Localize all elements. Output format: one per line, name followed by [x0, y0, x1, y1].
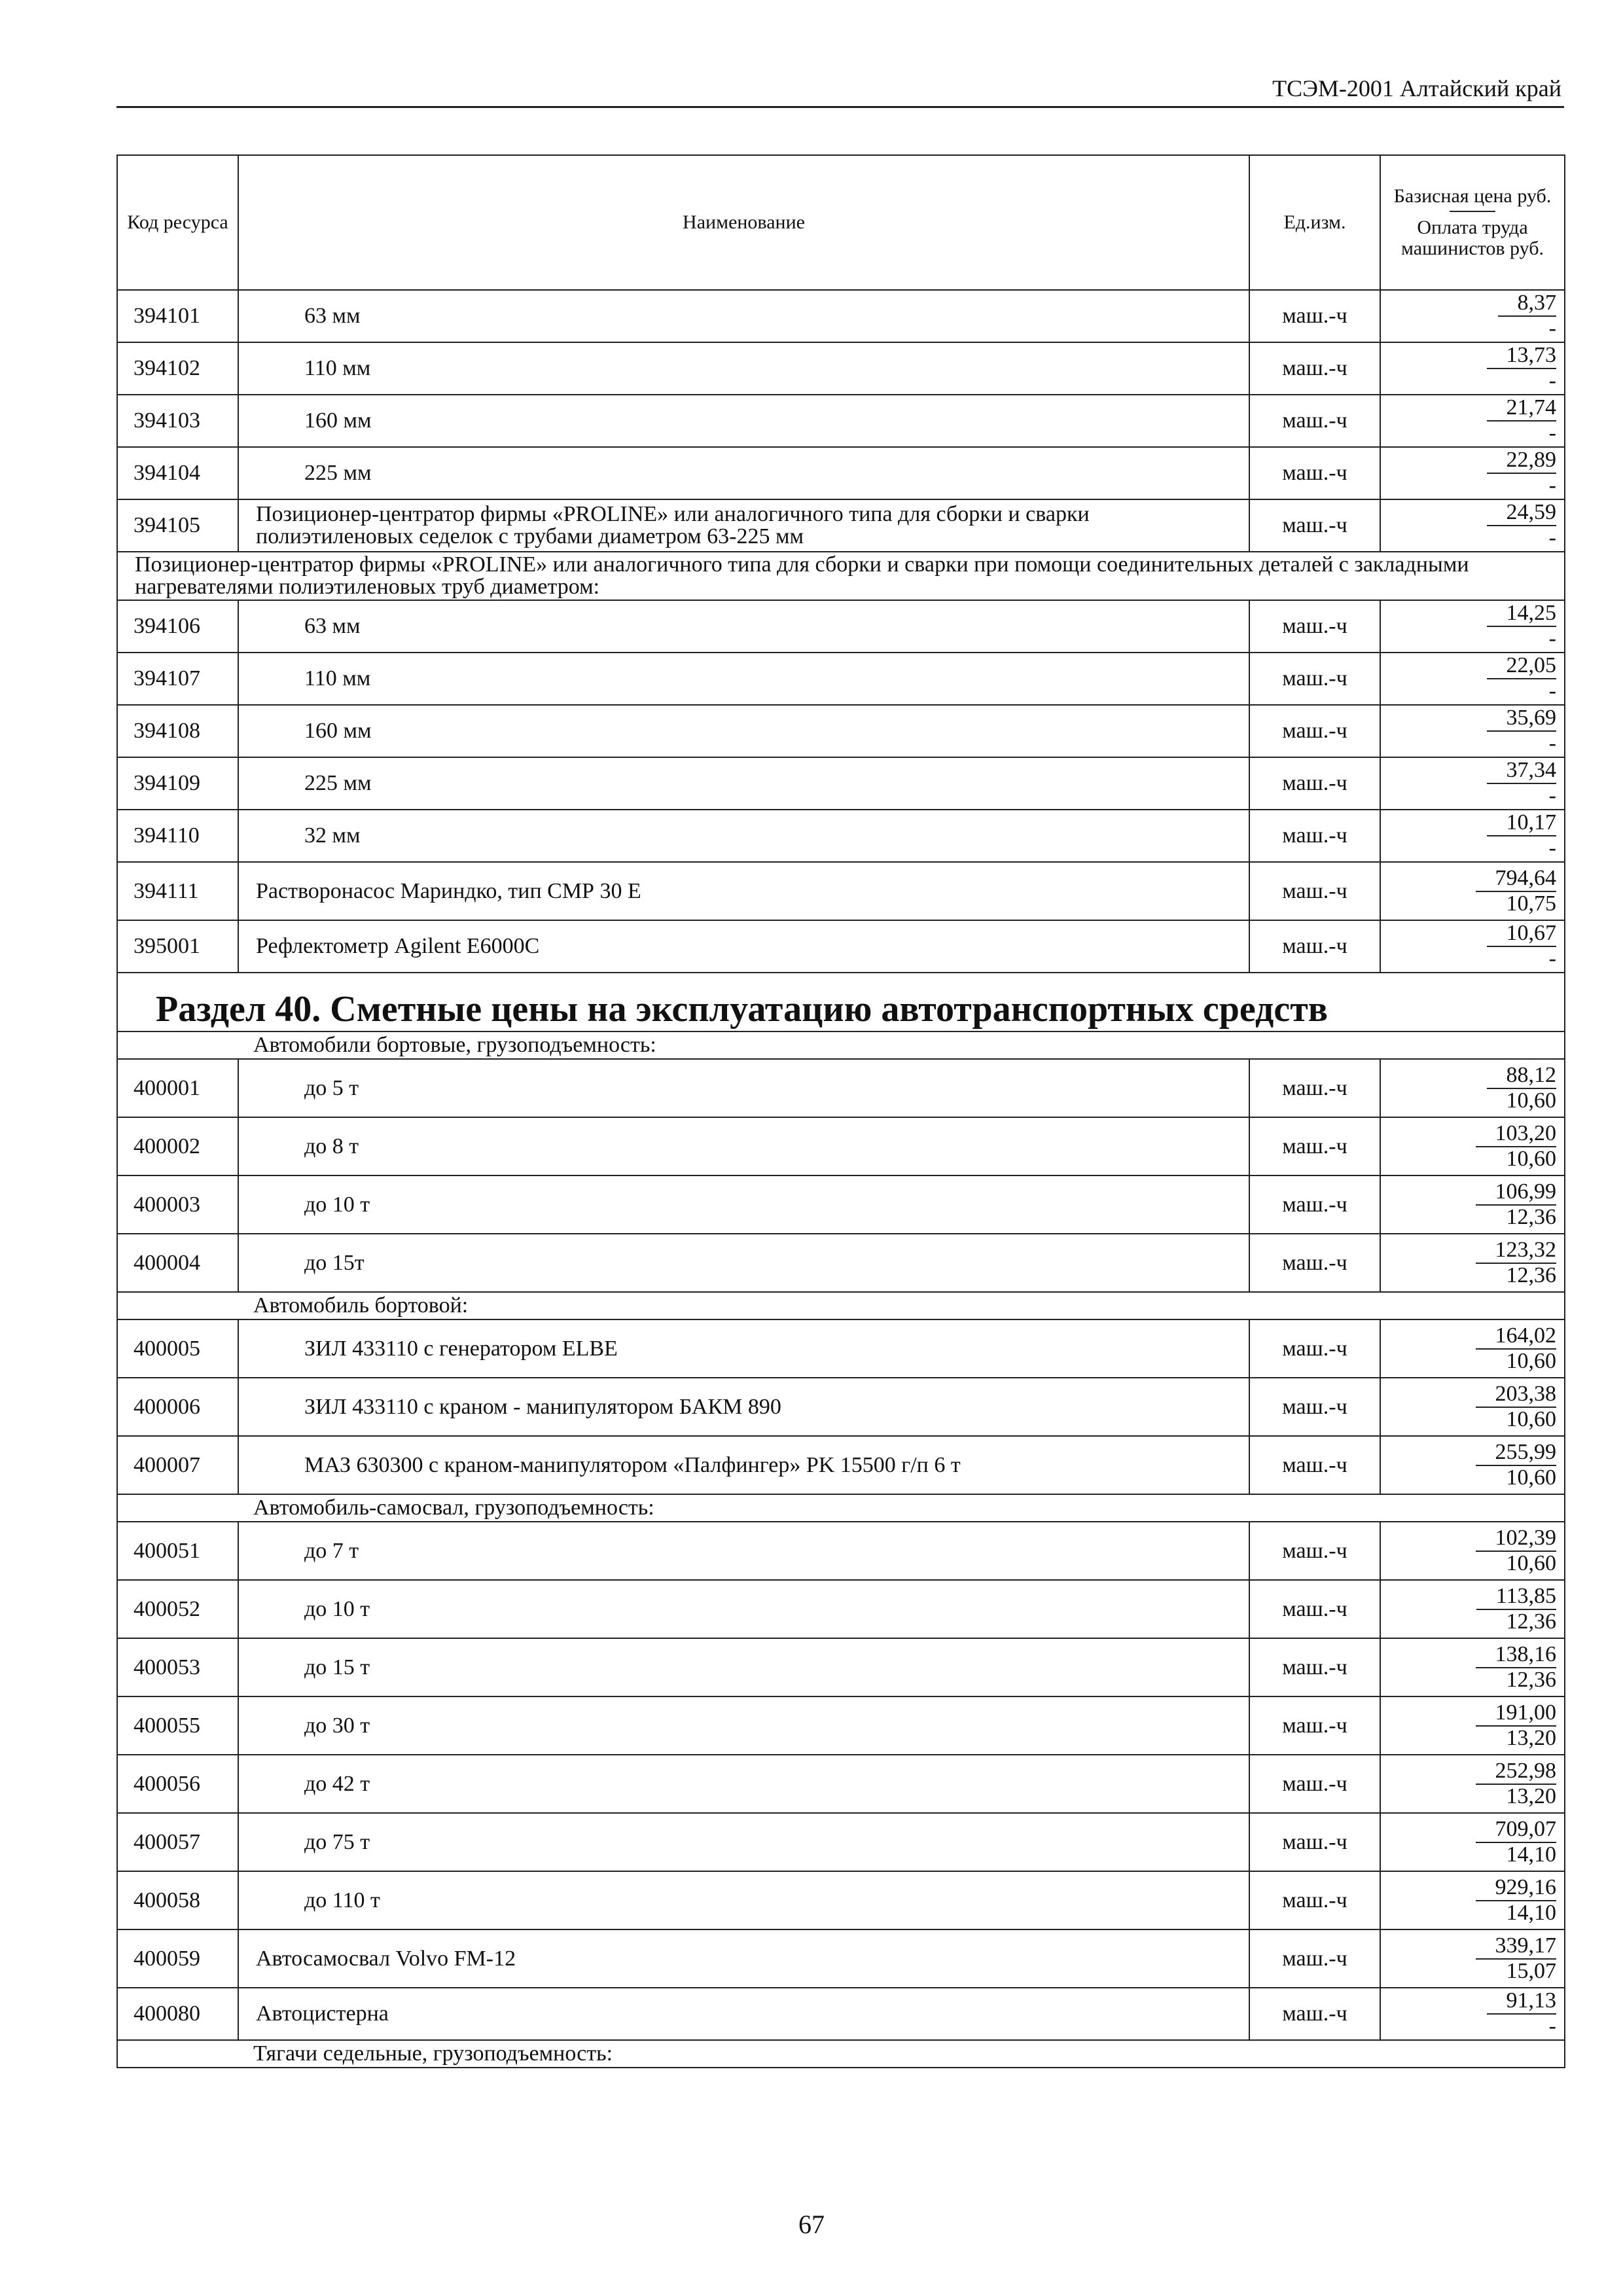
- resource-unit: маш.-ч: [1249, 862, 1380, 920]
- resource-name: Позиционер-центратор фирмы «PROLINE» или аналогичного типа для сборки и сварки полиэтиленовых седелок с трубами диаметром 63-225 мм: [238, 499, 1249, 552]
- operator-wage: 10,60: [1506, 1551, 1556, 1575]
- resource-code: 394106: [117, 600, 238, 653]
- col-header-price-bottom: Оплата труда машинистов руб.: [1400, 217, 1544, 259]
- resource-name: 225 мм: [238, 757, 1249, 810]
- table-row: [117, 395, 1565, 447]
- resource-name: до 30 т: [238, 1696, 1249, 1755]
- running-header-title: ТСЭМ-2001 Алтайский край: [1272, 75, 1561, 101]
- group-row: [117, 2040, 1565, 2068]
- operator-wage: -: [1548, 316, 1556, 340]
- table-row: [117, 653, 1565, 705]
- group-row: [117, 1494, 1565, 1522]
- resource-name: Автосамосвал Volvo FM-12: [238, 1929, 1249, 1988]
- resource-unit: маш.-ч: [1249, 920, 1380, 973]
- base-price: 252,98: [1476, 1759, 1557, 1785]
- resource-price-cell: [1380, 1929, 1565, 1988]
- resource-price-cell: [1380, 1059, 1565, 1117]
- table-row: [117, 1580, 1565, 1638]
- operator-wage: -: [1548, 626, 1556, 651]
- resource-code: 400057: [117, 1813, 238, 1871]
- table-row: [117, 1638, 1565, 1696]
- resource-unit: маш.-ч: [1249, 1813, 1380, 1871]
- table-row: [117, 1059, 1565, 1117]
- operator-wage: 14,10: [1506, 1842, 1556, 1867]
- resource-price-cell: [1380, 705, 1565, 757]
- resource-price-cell: [1380, 1522, 1565, 1580]
- resource-name: 110 мм: [238, 342, 1249, 395]
- base-price: 191,00: [1476, 1701, 1557, 1727]
- base-price: 24,59: [1487, 501, 1557, 526]
- resource-code: 394104: [117, 447, 238, 499]
- resource-name: до 10 т: [238, 1175, 1249, 1234]
- resource-unit: маш.-ч: [1249, 1871, 1380, 1929]
- table-row: [117, 1696, 1565, 1755]
- operator-wage: 12,36: [1506, 1609, 1556, 1634]
- group-label: Автомобили бортовые, грузоподъемность:: [117, 1031, 1565, 1059]
- resource-unit: маш.-ч: [1249, 1319, 1380, 1378]
- table-row: [117, 757, 1565, 810]
- base-price: 103,20: [1476, 1122, 1557, 1147]
- base-price: 10,67: [1487, 922, 1557, 947]
- table-row: [117, 1319, 1565, 1378]
- operator-wage: -: [1548, 526, 1556, 550]
- resource-price-cell: [1380, 757, 1565, 810]
- table-row: [117, 1378, 1565, 1436]
- base-price: 22,89: [1487, 448, 1557, 474]
- resource-code: 400058: [117, 1871, 238, 1929]
- resource-name: до 15 т: [238, 1638, 1249, 1696]
- resource-name: ЗИЛ 433110 с краном - манипулятором БАКМ 890: [238, 1378, 1249, 1436]
- base-price: 113,85: [1476, 1585, 1556, 1610]
- resource-code: 400005: [117, 1319, 238, 1378]
- resource-name: 32 мм: [238, 810, 1249, 862]
- operator-wage: -: [1548, 2014, 1556, 2038]
- resource-name: Рефлектометр Agilent E6000C: [238, 920, 1249, 973]
- operator-wage: -: [1548, 836, 1556, 860]
- table-row: [117, 499, 1565, 552]
- table-row: [117, 1988, 1565, 2040]
- base-price: 164,02: [1476, 1324, 1557, 1350]
- table-row: [117, 447, 1565, 499]
- group-row: [117, 1031, 1565, 1059]
- resource-name: 63 мм: [238, 290, 1249, 342]
- col-header-price: [1380, 155, 1565, 290]
- resource-code: 394109: [117, 757, 238, 810]
- resource-unit: маш.-ч: [1249, 1436, 1380, 1494]
- base-price: 339,17: [1476, 1934, 1557, 1960]
- price-table: [116, 154, 1565, 2068]
- col-header-unit: Ед.изм.: [1249, 155, 1380, 290]
- section-title: Раздел 40. Сметные цены на эксплуатацию автотранспортных средств: [156, 989, 1328, 1030]
- table-header-row: [117, 155, 1565, 290]
- resource-code: 394110: [117, 810, 238, 862]
- resource-unit: маш.-ч: [1249, 342, 1380, 395]
- resource-price-cell: [1380, 1813, 1565, 1871]
- resource-code: 400002: [117, 1117, 238, 1175]
- resource-name: до 110 т: [238, 1871, 1249, 1929]
- resource-price-cell: [1380, 1696, 1565, 1755]
- resource-price-cell: [1380, 1988, 1565, 2040]
- resource-code: 394101: [117, 290, 238, 342]
- group-label: Автомобиль-самосвал, грузоподъемность:: [117, 1494, 1565, 1522]
- base-price: 22,05: [1487, 654, 1557, 679]
- resource-unit: маш.-ч: [1249, 653, 1380, 705]
- operator-wage: 14,10: [1506, 1900, 1556, 1925]
- operator-wage: -: [1548, 473, 1556, 497]
- operator-wage: -: [1548, 946, 1556, 971]
- operator-wage: 15,07: [1506, 1958, 1556, 1983]
- operator-wage: 10,75: [1506, 891, 1556, 916]
- base-price: 138,16: [1476, 1643, 1557, 1668]
- resource-price-cell: [1380, 1871, 1565, 1929]
- table-row: [117, 1755, 1565, 1813]
- resource-code: 394105: [117, 499, 238, 552]
- base-price: 35,69: [1487, 706, 1557, 732]
- table-row: [117, 1234, 1565, 1292]
- resource-code: 400056: [117, 1755, 238, 1813]
- operator-wage: -: [1548, 731, 1556, 755]
- resource-name: Растворонасос Мариндко, тип СМР 30 Е: [238, 862, 1249, 920]
- base-price: 106,99: [1476, 1180, 1557, 1206]
- operator-wage: -: [1548, 679, 1556, 703]
- operator-wage: 10,60: [1506, 1146, 1556, 1171]
- col-header-price-divider: [1450, 211, 1495, 212]
- page-number: 67: [798, 2210, 825, 2239]
- base-price: 255,99: [1476, 1441, 1557, 1466]
- group-row: [117, 552, 1565, 600]
- resource-unit: маш.-ч: [1249, 810, 1380, 862]
- base-price: 91,13: [1487, 1989, 1557, 2015]
- base-price: 102,39: [1476, 1526, 1557, 1552]
- table-body-part2: [117, 1031, 1565, 2068]
- table-row: [117, 1522, 1565, 1580]
- operator-wage: 12,36: [1506, 1263, 1556, 1287]
- table-row: [117, 342, 1565, 395]
- resource-name: до 42 т: [238, 1755, 1249, 1813]
- resource-price-cell: [1380, 1234, 1565, 1292]
- resource-price-cell: [1380, 1638, 1565, 1696]
- base-price: 21,74: [1487, 396, 1557, 422]
- resource-code: 400003: [117, 1175, 238, 1234]
- resource-code: 400080: [117, 1988, 238, 2040]
- resource-price-cell: [1380, 1436, 1565, 1494]
- resource-code: 394108: [117, 705, 238, 757]
- resource-code: 400051: [117, 1522, 238, 1580]
- resource-name: ЗИЛ 433110 с генератором ELBE: [238, 1319, 1249, 1378]
- operator-wage: 10,60: [1506, 1348, 1556, 1373]
- resource-code: 400053: [117, 1638, 238, 1696]
- resource-unit: маш.-ч: [1249, 757, 1380, 810]
- resource-price-cell: [1380, 1580, 1565, 1638]
- resource-name: до 10 т: [238, 1580, 1249, 1638]
- section-row: [117, 973, 1565, 1031]
- resource-code: 400007: [117, 1436, 238, 1494]
- operator-wage: 12,36: [1506, 1667, 1556, 1692]
- resource-unit: маш.-ч: [1249, 1117, 1380, 1175]
- running-header: [116, 71, 1564, 108]
- table-row: [117, 920, 1565, 973]
- base-price: 929,16: [1476, 1876, 1557, 1901]
- resource-price-cell: [1380, 499, 1565, 552]
- operator-wage: -: [1548, 421, 1556, 445]
- table-row: [117, 1871, 1565, 1929]
- resource-price-cell: [1380, 920, 1565, 973]
- resource-code: 400006: [117, 1378, 238, 1436]
- table-row: [117, 290, 1565, 342]
- col-header-price-top: Базисная цена руб.: [1393, 185, 1552, 207]
- resource-unit: маш.-ч: [1249, 1059, 1380, 1117]
- operator-wage: 13,20: [1506, 1725, 1556, 1750]
- resource-unit: маш.-ч: [1249, 600, 1380, 653]
- resource-code: 394102: [117, 342, 238, 395]
- base-price: 8,37: [1498, 291, 1557, 317]
- group-label: Позиционер-центратор фирмы «PROLINE» или аналогичного типа для сборки и сварки при помощи соединительных деталей с закладными нагревателями полиэтиленовых труб диаметром:: [117, 552, 1565, 600]
- col-header-name: Наименование: [238, 155, 1249, 290]
- resource-code: 394103: [117, 395, 238, 447]
- resource-price-cell: [1380, 862, 1565, 920]
- operator-wage: -: [1548, 783, 1556, 808]
- col-header-code: Код ресурса: [117, 155, 238, 290]
- resource-unit: маш.-ч: [1249, 1378, 1380, 1436]
- table-row: [117, 1436, 1565, 1494]
- resource-unit: маш.-ч: [1249, 447, 1380, 499]
- resource-price-cell: [1380, 290, 1565, 342]
- resource-name: до 75 т: [238, 1813, 1249, 1871]
- resource-code: 400001: [117, 1059, 238, 1117]
- resource-price-cell: [1380, 447, 1565, 499]
- resource-price-cell: [1380, 1175, 1565, 1234]
- resource-price-cell: [1380, 342, 1565, 395]
- table-row: [117, 1929, 1565, 1988]
- resource-price-cell: [1380, 1378, 1565, 1436]
- table-row: [117, 862, 1565, 920]
- group-label: Тягачи седельные, грузоподъемность:: [117, 2040, 1565, 2068]
- resource-price-cell: [1380, 810, 1565, 862]
- resource-unit: маш.-ч: [1249, 1522, 1380, 1580]
- table-row: [117, 1175, 1565, 1234]
- resource-unit: маш.-ч: [1249, 499, 1380, 552]
- base-price: 13,73: [1487, 344, 1557, 369]
- resource-unit: маш.-ч: [1249, 1175, 1380, 1234]
- operator-wage: -: [1548, 368, 1556, 393]
- table-row: [117, 600, 1565, 653]
- resource-code: 400059: [117, 1929, 238, 1988]
- resource-name: 110 мм: [238, 653, 1249, 705]
- resource-name: 63 мм: [238, 600, 1249, 653]
- base-price: 709,07: [1476, 1818, 1557, 1843]
- resource-unit: маш.-ч: [1249, 1929, 1380, 1988]
- resource-code: 400004: [117, 1234, 238, 1292]
- table-row: [117, 1117, 1565, 1175]
- resource-code: 395001: [117, 920, 238, 973]
- table-row: [117, 810, 1565, 862]
- resource-name: Автоцистерна: [238, 1988, 1249, 2040]
- resource-unit: маш.-ч: [1249, 1638, 1380, 1696]
- resource-unit: маш.-ч: [1249, 290, 1380, 342]
- resource-name: 160 мм: [238, 705, 1249, 757]
- group-label: Автомобиль бортовой:: [117, 1292, 1565, 1319]
- resource-name: до 15т: [238, 1234, 1249, 1292]
- resource-name: до 8 т: [238, 1117, 1249, 1175]
- resource-name: 160 мм: [238, 395, 1249, 447]
- base-price: 10,17: [1487, 811, 1557, 836]
- resource-price-cell: [1380, 1319, 1565, 1378]
- resource-price-cell: [1380, 653, 1565, 705]
- resource-name: МАЗ 630300 с краном-манипулятором «Палфингер» PK 15500 г/п 6 т: [238, 1436, 1249, 1494]
- resource-unit: маш.-ч: [1249, 1234, 1380, 1292]
- operator-wage: 12,36: [1506, 1204, 1556, 1229]
- base-price: 794,64: [1476, 867, 1557, 892]
- base-price: 14,25: [1487, 601, 1557, 627]
- table-row: [117, 1813, 1565, 1871]
- group-row: [117, 1292, 1565, 1319]
- resource-price-cell: [1380, 395, 1565, 447]
- resource-price-cell: [1380, 1117, 1565, 1175]
- operator-wage: 10,60: [1506, 1088, 1556, 1113]
- base-price: 88,12: [1487, 1064, 1557, 1089]
- section-cell: [117, 973, 1565, 1031]
- resource-name: 225 мм: [238, 447, 1249, 499]
- resource-code: 400052: [117, 1580, 238, 1638]
- resource-name: до 7 т: [238, 1522, 1249, 1580]
- resource-price-cell: [1380, 600, 1565, 653]
- operator-wage: 13,20: [1506, 1784, 1556, 1808]
- resource-code: 394107: [117, 653, 238, 705]
- resource-unit: маш.-ч: [1249, 1755, 1380, 1813]
- base-price: 203,38: [1476, 1382, 1557, 1408]
- resource-code: 400055: [117, 1696, 238, 1755]
- section-block: [117, 973, 1565, 1031]
- base-price: 123,32: [1476, 1238, 1557, 1264]
- resource-unit: маш.-ч: [1249, 1988, 1380, 2040]
- resource-price-cell: [1380, 1755, 1565, 1813]
- table-body-part1: [117, 290, 1565, 973]
- resource-name: до 5 т: [238, 1059, 1249, 1117]
- operator-wage: 10,60: [1506, 1465, 1556, 1490]
- resource-unit: маш.-ч: [1249, 1580, 1380, 1638]
- table-row: [117, 705, 1565, 757]
- operator-wage: 10,60: [1506, 1407, 1556, 1431]
- resource-unit: маш.-ч: [1249, 395, 1380, 447]
- resource-unit: маш.-ч: [1249, 705, 1380, 757]
- resource-code: 394111: [117, 862, 238, 920]
- resource-unit: маш.-ч: [1249, 1696, 1380, 1755]
- base-price: 37,34: [1487, 759, 1557, 784]
